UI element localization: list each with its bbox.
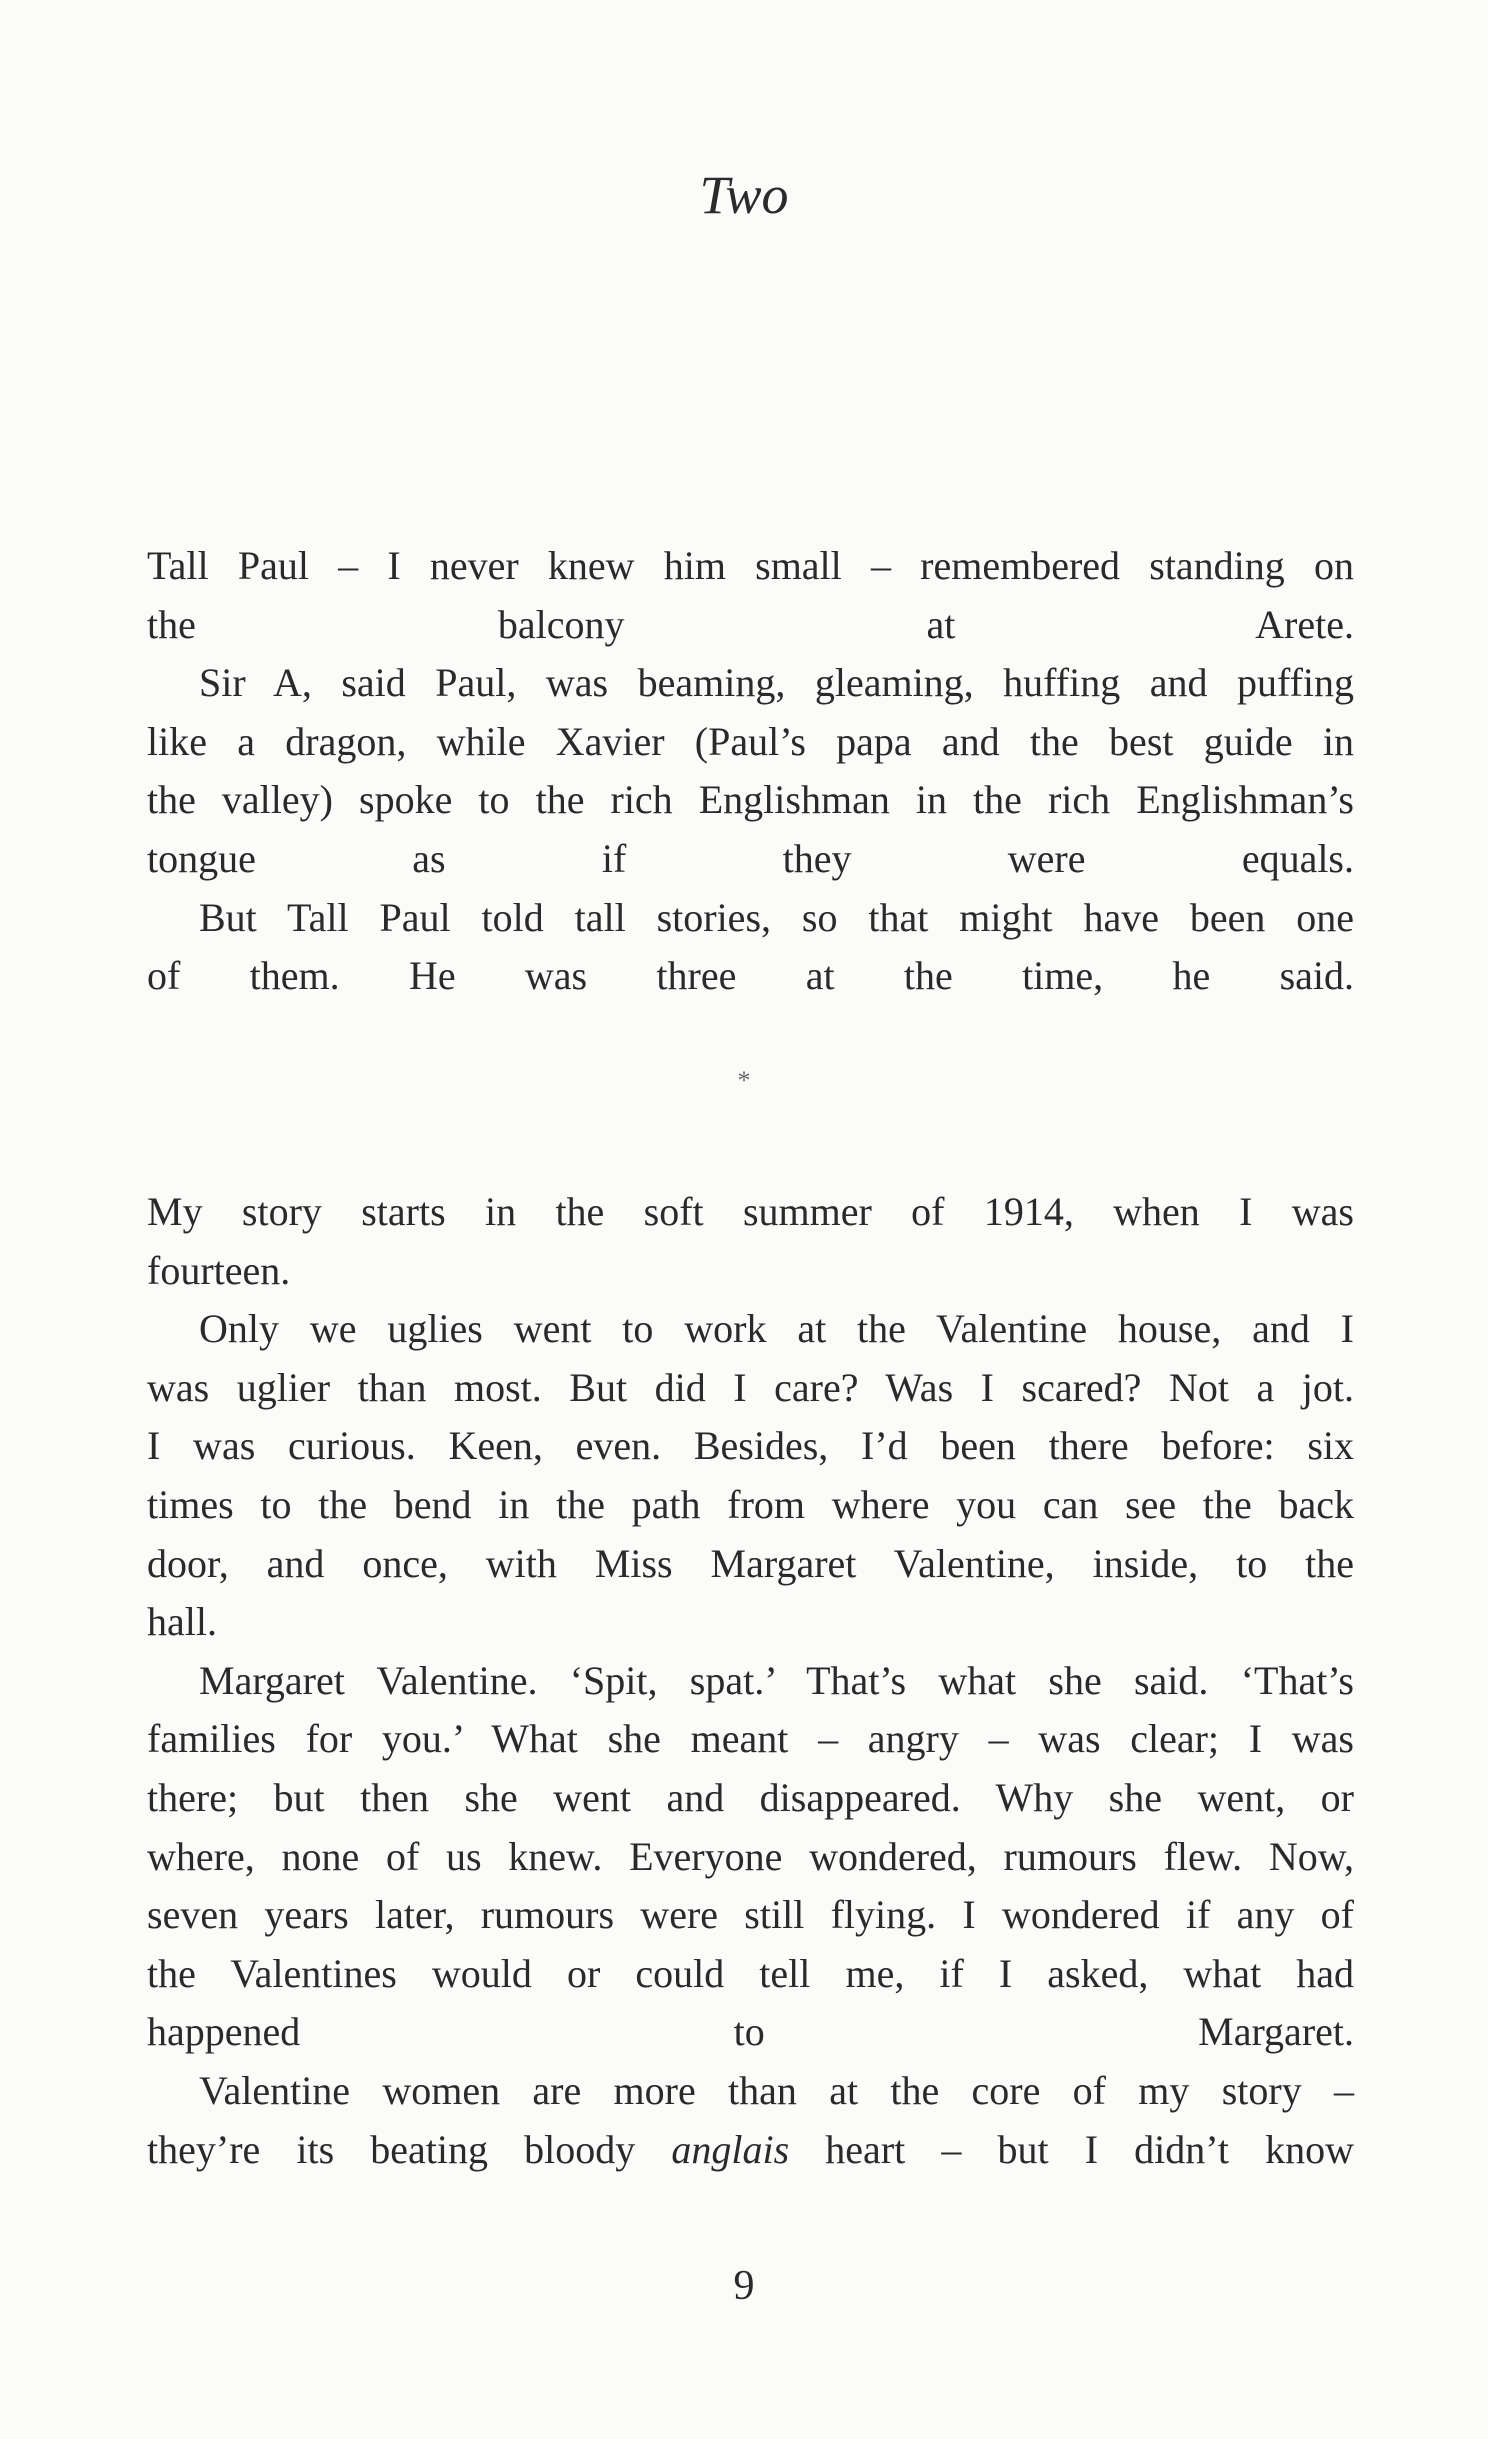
text-line: I was curious. Keen, even. Besides, I’d been there before: six [147,1423,1354,1469]
text-line: seven years later, rumours were still flying. I wondered if any of [147,1892,1354,1938]
text-line: was uglier than most. But did I care? Was I scared? Not a jot. [147,1364,1354,1410]
text-line: families for you.’ What she meant – angry – was clear; I was [147,1716,1354,1762]
text-line: happened to Margaret. [147,2009,1354,2055]
text-line: where, none of us knew. Everyone wondered, rumours flew. Now, [147,1833,1354,1879]
section-divider: * [737,1066,751,1095]
text-line: My story starts in the soft summer of 1914, when I was [147,1189,1354,1234]
page-number: 9 [733,2263,755,2309]
text-line: Margaret Valentine. ‘Spit, spat.’ That’s what she said. ‘That’s [199,1657,1354,1703]
section-two [147,1183,1354,2179]
paragraph [147,1183,1354,1300]
text-line: the valley) spoke to the rich Englishman in the rich Englishman’s [147,777,1354,823]
text-line: there; but then she went and disappeared. Why she went, or [147,1774,1354,1820]
text-line: door, and once, with Miss Margaret Valentine, inside, to the [147,1540,1354,1586]
text-line: fourteen. [147,1247,291,1293]
section-one [147,537,1354,1006]
paragraph [147,1300,1354,1652]
text-line: like a dragon, while Xavier (Paul’s papa and the best guide in [147,718,1354,764]
text-line: the Valentines would or could tell me, if I asked, what had [147,1950,1354,1996]
text-line: of them. He was three at the time, he said. [147,953,1354,999]
paragraph [147,889,1354,1006]
text-line: hall. [147,1599,217,1645]
text-line: Valentine women are more than at the core of my story – [199,2067,1354,2113]
paragraph [147,654,1354,888]
chapter-title: Two [699,165,789,225]
paragraph [147,537,1354,654]
paragraph [147,2062,1354,2179]
text-line [147,2127,1354,2172]
italic-word: anglais [671,2126,790,2172]
text-line: Tall Paul – I never knew him small – remembered standing on [147,543,1354,588]
text-line: times to the bend in the path from where you can see the back [147,1481,1354,1527]
text-fragment: heart – but I didn’t know [789,2126,1354,2172]
text-line: Sir A, said Paul, was beaming, gleaming, huffing and puffing [199,660,1354,706]
text-line: tongue as if they were equals. [147,835,1354,881]
paragraph [147,1652,1354,2062]
text-line: the balcony at Arete. [147,601,1354,647]
text-fragment: they’re its beating bloody [147,2126,672,2172]
text-line: Only we uglies went to work at the Valentine house, and I [199,1306,1354,1352]
text-line: But Tall Paul told tall stories, so that might have been one [199,894,1354,940]
